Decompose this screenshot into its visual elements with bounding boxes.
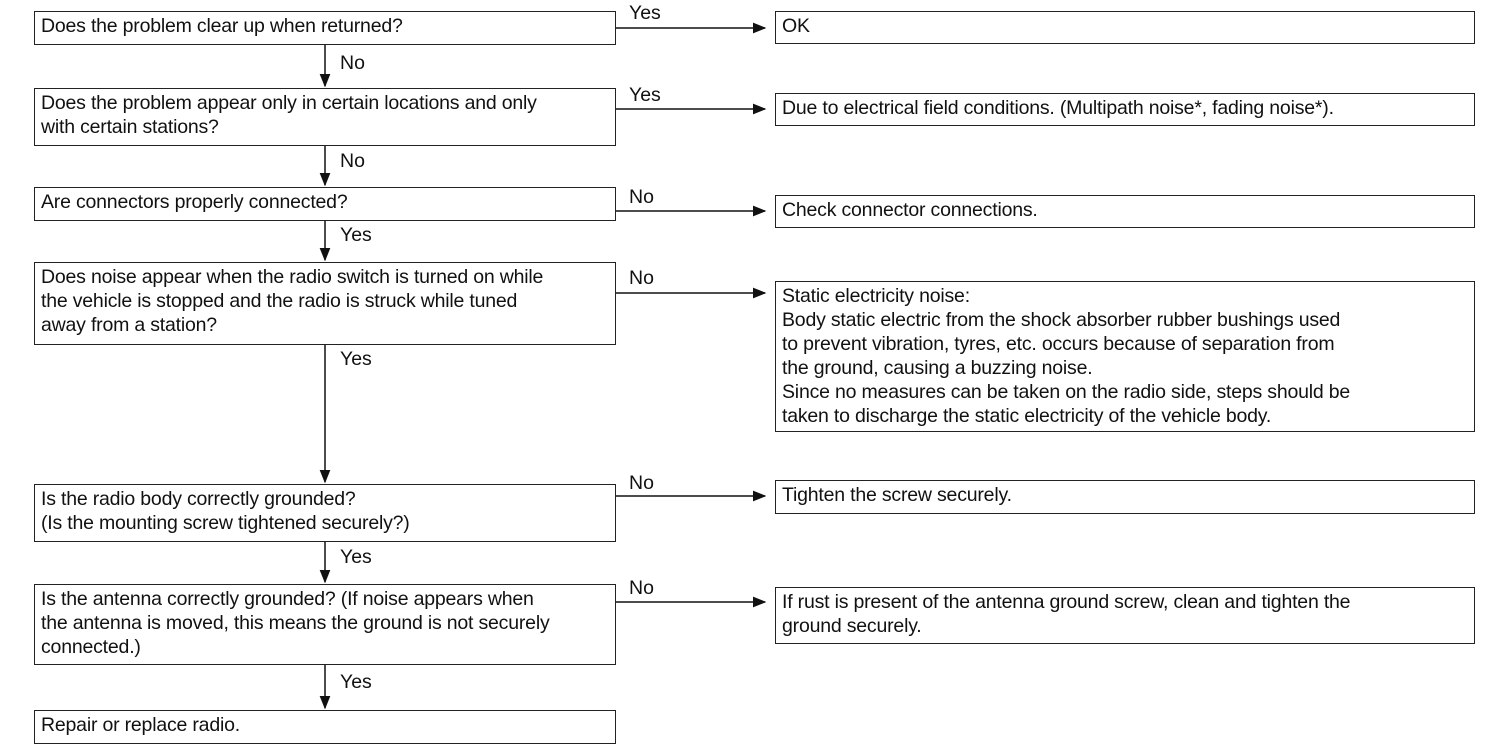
down-label-1: No: [340, 52, 365, 74]
outcome-text-5: Tighten the screw securely.: [782, 484, 1012, 506]
down-label-4: Yes: [340, 348, 372, 370]
question-box-5: [34, 484, 616, 542]
side-label-3: No: [629, 186, 654, 208]
question-text-3: Are connectors properly connected?: [41, 191, 348, 213]
question-box-4: [34, 262, 616, 345]
outcome-text-4: Static electricity noise: Body static electric from the shock absorber rubber bushings used to prevent vibration, tyres, etc. occurs because of separation from the ground, causing a buzzing noise. Since no measures can be taken on the radio side, steps should be taken to discharge the static electricity of the vehicle body.: [782, 285, 1351, 427]
final-box: [34, 710, 616, 744]
down-label-3: Yes: [340, 224, 372, 246]
down-label-2: No: [340, 150, 365, 172]
final-text: Repair or replace radio.: [41, 714, 240, 736]
outcome-text-2: Due to electrical field conditions. (Multipath noise*, fading noise*).: [782, 97, 1334, 119]
side-label-6: No: [629, 577, 654, 599]
question-text-1: Does the problem clear up when returned?: [41, 15, 403, 37]
side-label-2: Yes: [629, 84, 661, 106]
question-text-6: Is the antenna correctly grounded? (If noise appears when the antenna is moved, this means the ground is not securely connected.): [41, 588, 550, 658]
side-label-4: No: [629, 267, 654, 289]
outcome-box-1: [775, 11, 1475, 44]
side-label-5: No: [629, 472, 654, 494]
outcome-text-3: Check connector connections.: [782, 199, 1038, 221]
question-box-1: [34, 11, 616, 45]
outcome-box-4: [775, 281, 1475, 432]
question-box-3: [34, 187, 616, 221]
question-text-5: Is the radio body correctly grounded? (Is the mounting screw tightened securely?): [41, 488, 410, 534]
down-label-6: Yes: [340, 671, 372, 693]
outcome-text-6: If rust is present of the antenna ground screw, clean and tighten the ground securely.: [782, 591, 1351, 637]
question-box-6: [34, 584, 616, 665]
question-text-2: Does the problem appear only in certain locations and only with certain stations?: [41, 92, 537, 138]
down-label-5: Yes: [340, 546, 372, 568]
outcome-text-1: OK: [782, 15, 810, 37]
outcome-box-3: [775, 195, 1475, 228]
question-box-2: [34, 88, 616, 146]
outcome-box-5: [775, 480, 1475, 514]
question-text-4: Does noise appear when the radio switch is turned on while the vehicle is stopped and the radio is struck while tuned away from a station?: [41, 266, 544, 336]
side-label-1: Yes: [629, 2, 661, 24]
outcome-box-6: [775, 587, 1475, 644]
outcome-box-2: [775, 93, 1475, 126]
